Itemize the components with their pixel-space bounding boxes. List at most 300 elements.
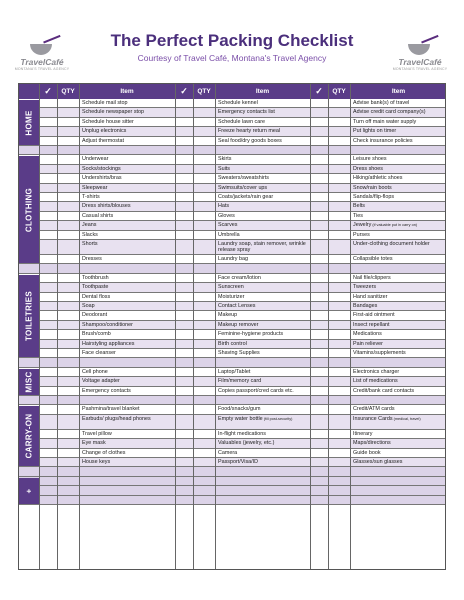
column-divider — [175, 84, 176, 569]
qty-cell[interactable] — [328, 449, 350, 458]
check-cell[interactable] — [175, 155, 193, 164]
check-cell[interactable] — [175, 165, 193, 174]
qty-cell[interactable] — [57, 387, 79, 396]
qty-cell[interactable] — [57, 467, 79, 476]
check-cell[interactable] — [310, 387, 328, 396]
qty-cell[interactable] — [193, 405, 215, 414]
check-cell[interactable] — [39, 496, 57, 505]
qty-cell[interactable] — [57, 146, 79, 155]
item-label: Film/memory card — [218, 378, 262, 385]
qty-cell[interactable] — [193, 458, 215, 467]
check-cell[interactable] — [39, 146, 57, 155]
qty-cell[interactable] — [57, 311, 79, 320]
check-cell[interactable] — [310, 415, 328, 430]
check-cell[interactable] — [39, 377, 57, 386]
item-label: Casual shirts — [82, 212, 114, 219]
item-label: Coats/jackets/rain gear — [218, 194, 274, 200]
item-label: Ties — [353, 212, 363, 219]
item-label: Empty water bottle (fill post-security) — [218, 415, 293, 422]
section-title: + — [24, 488, 34, 494]
qty-cell[interactable] — [57, 231, 79, 240]
qty-cell[interactable] — [57, 137, 79, 146]
check-cell[interactable] — [175, 477, 193, 486]
qty-cell[interactable] — [328, 302, 350, 311]
qty-cell[interactable] — [328, 165, 350, 174]
check-cell[interactable] — [175, 212, 193, 221]
qty-cell[interactable] — [57, 221, 79, 230]
qty-cell[interactable] — [193, 137, 215, 146]
qty-cell[interactable] — [328, 155, 350, 164]
qty-cell[interactable] — [328, 377, 350, 386]
check-cell[interactable] — [39, 137, 57, 146]
header-check: ✓ — [44, 86, 52, 96]
item-label: Makeup — [218, 312, 238, 319]
check-cell[interactable] — [39, 439, 57, 448]
check-cell[interactable] — [39, 184, 57, 193]
check-cell[interactable] — [175, 99, 193, 108]
qty-cell[interactable] — [57, 340, 79, 349]
check-cell[interactable] — [310, 477, 328, 486]
item-label: Nail file/clippers — [353, 274, 391, 281]
qty-cell[interactable] — [328, 486, 350, 495]
item-label: Gloves — [218, 212, 235, 219]
check-cell[interactable] — [39, 302, 57, 311]
check-cell[interactable] — [310, 330, 328, 339]
qty-cell[interactable] — [57, 477, 79, 486]
check-cell[interactable] — [39, 477, 57, 486]
qty-cell[interactable] — [57, 415, 79, 430]
item-label: Credit/ATM cards — [353, 406, 395, 413]
table-row — [19, 449, 445, 458]
item-label: Sweaters/sweatshirts — [218, 175, 269, 182]
qty-cell[interactable] — [193, 108, 215, 117]
qty-cell[interactable] — [328, 458, 350, 467]
qty-cell[interactable] — [193, 240, 215, 255]
qty-cell[interactable] — [57, 264, 79, 273]
qty-cell[interactable] — [328, 477, 350, 486]
check-cell[interactable] — [39, 387, 57, 396]
qty-cell[interactable] — [57, 496, 79, 505]
table-row — [19, 212, 445, 221]
qty-cell[interactable] — [193, 377, 215, 386]
qty-cell[interactable] — [193, 349, 215, 358]
check-cell[interactable] — [39, 212, 57, 221]
section-title: HOME — [24, 109, 34, 136]
check-cell[interactable] — [39, 283, 57, 292]
check-cell[interactable] — [175, 496, 193, 505]
check-cell[interactable] — [310, 349, 328, 358]
check-cell[interactable] — [175, 405, 193, 414]
check-cell[interactable] — [175, 439, 193, 448]
check-cell[interactable] — [310, 221, 328, 230]
qty-cell[interactable] — [328, 108, 350, 117]
qty-cell[interactable] — [193, 118, 215, 127]
check-cell[interactable] — [39, 340, 57, 349]
qty-cell[interactable] — [193, 193, 215, 202]
item-label: First-aid ointment — [353, 312, 395, 319]
check-cell[interactable] — [310, 174, 328, 183]
qty-cell[interactable] — [193, 221, 215, 230]
check-cell[interactable] — [175, 193, 193, 202]
qty-cell[interactable] — [193, 449, 215, 458]
check-cell[interactable] — [175, 293, 193, 302]
qty-cell[interactable] — [328, 330, 350, 339]
qty-cell[interactable] — [57, 274, 79, 283]
check-cell[interactable] — [39, 430, 57, 439]
qty-cell[interactable] — [328, 212, 350, 221]
check-cell[interactable] — [39, 165, 57, 174]
qty-cell[interactable] — [57, 449, 79, 458]
qty-cell[interactable] — [193, 165, 215, 174]
check-cell[interactable] — [175, 302, 193, 311]
qty-cell[interactable] — [57, 127, 79, 136]
check-cell[interactable] — [39, 458, 57, 467]
check-cell[interactable] — [39, 358, 57, 367]
check-cell[interactable] — [39, 396, 57, 405]
qty-cell[interactable] — [328, 467, 350, 476]
check-cell[interactable] — [310, 321, 328, 330]
qty-cell[interactable] — [328, 368, 350, 377]
qty-cell[interactable] — [328, 202, 350, 211]
item-label: Laptop/Tablet — [218, 368, 251, 375]
check-cell[interactable] — [39, 293, 57, 302]
qty-cell[interactable] — [57, 330, 79, 339]
qty-cell[interactable] — [328, 430, 350, 439]
qty-cell[interactable] — [57, 255, 79, 264]
qty-cell[interactable] — [193, 477, 215, 486]
item-label: Advise bank(s) of travel — [353, 100, 410, 106]
qty-cell[interactable] — [328, 221, 350, 230]
check-cell[interactable] — [39, 240, 57, 255]
qty-cell[interactable] — [328, 255, 350, 264]
item-label: Freeze hearty return meal — [218, 128, 281, 135]
check-cell[interactable] — [175, 449, 193, 458]
qty-cell[interactable] — [57, 165, 79, 174]
qty-cell[interactable] — [57, 240, 79, 255]
qty-cell[interactable] — [193, 496, 215, 505]
check-cell[interactable] — [39, 321, 57, 330]
qty-cell[interactable] — [328, 240, 350, 255]
check-cell[interactable] — [310, 165, 328, 174]
check-cell[interactable] — [310, 202, 328, 211]
qty-cell[interactable] — [57, 212, 79, 221]
check-cell[interactable] — [39, 349, 57, 358]
qty-cell[interactable] — [57, 202, 79, 211]
qty-cell[interactable] — [328, 293, 350, 302]
qty-cell[interactable] — [328, 274, 350, 283]
qty-cell[interactable] — [193, 146, 215, 155]
qty-cell[interactable] — [193, 212, 215, 221]
qty-cell[interactable] — [57, 293, 79, 302]
qty-cell[interactable] — [57, 430, 79, 439]
qty-cell[interactable] — [57, 174, 79, 183]
check-cell[interactable] — [310, 146, 328, 155]
check-cell[interactable] — [175, 387, 193, 396]
check-cell[interactable] — [310, 293, 328, 302]
table-row — [19, 430, 445, 439]
qty-cell[interactable] — [328, 415, 350, 430]
check-cell[interactable] — [310, 212, 328, 221]
qty-cell[interactable] — [193, 415, 215, 430]
column-divider — [215, 84, 216, 569]
qty-cell[interactable] — [193, 202, 215, 211]
qty-cell[interactable] — [328, 118, 350, 127]
check-cell[interactable] — [175, 486, 193, 495]
check-cell[interactable] — [175, 127, 193, 136]
item-label: House keys — [82, 459, 111, 465]
check-cell[interactable] — [310, 458, 328, 467]
qty-cell[interactable] — [57, 368, 79, 377]
check-cell[interactable] — [310, 240, 328, 255]
check-cell[interactable] — [39, 108, 57, 117]
header-item: Item — [391, 88, 406, 95]
check-cell[interactable] — [310, 377, 328, 386]
qty-cell[interactable] — [328, 340, 350, 349]
check-cell[interactable] — [39, 368, 57, 377]
qty-cell[interactable] — [193, 430, 215, 439]
check-cell[interactable] — [39, 467, 57, 476]
column-divider — [79, 84, 80, 569]
item-label: Collapsible totes — [353, 256, 393, 262]
qty-cell[interactable] — [328, 283, 350, 292]
qty-cell[interactable] — [328, 146, 350, 155]
check-cell[interactable] — [310, 486, 328, 495]
spacer-row — [19, 264, 445, 273]
qty-cell[interactable] — [193, 311, 215, 320]
check-cell[interactable] — [310, 137, 328, 146]
qty-cell[interactable] — [328, 193, 350, 202]
check-cell[interactable] — [39, 118, 57, 127]
qty-cell[interactable] — [193, 340, 215, 349]
item-label: Sleepwear — [82, 184, 108, 191]
check-cell[interactable] — [175, 146, 193, 155]
check-cell[interactable] — [175, 311, 193, 320]
check-cell[interactable] — [310, 496, 328, 505]
check-cell[interactable] — [310, 283, 328, 292]
qty-cell[interactable] — [328, 496, 350, 505]
qty-cell[interactable] — [328, 387, 350, 396]
check-cell[interactable] — [310, 193, 328, 202]
brand-tagline: MONTANA'S TRAVEL AGENCY — [392, 67, 448, 71]
check-cell[interactable] — [175, 358, 193, 367]
check-cell[interactable] — [175, 368, 193, 377]
qty-cell[interactable] — [328, 396, 350, 405]
check-cell[interactable] — [175, 458, 193, 467]
qty-cell[interactable] — [193, 439, 215, 448]
check-cell[interactable] — [175, 430, 193, 439]
qty-cell[interactable] — [193, 486, 215, 495]
check-cell[interactable] — [310, 108, 328, 117]
check-cell[interactable] — [39, 449, 57, 458]
qty-cell[interactable] — [193, 174, 215, 183]
qty-cell[interactable] — [193, 274, 215, 283]
check-cell[interactable] — [39, 486, 57, 495]
check-cell[interactable] — [175, 202, 193, 211]
check-cell[interactable] — [39, 415, 57, 430]
check-cell[interactable] — [175, 396, 193, 405]
qty-cell[interactable] — [193, 264, 215, 273]
qty-cell[interactable] — [57, 396, 79, 405]
check-cell[interactable] — [310, 155, 328, 164]
check-cell[interactable] — [310, 255, 328, 264]
qty-cell[interactable] — [57, 377, 79, 386]
qty-cell[interactable] — [328, 349, 350, 358]
qty-cell[interactable] — [328, 358, 350, 367]
qty-cell[interactable] — [57, 486, 79, 495]
check-cell[interactable] — [310, 99, 328, 108]
check-cell[interactable] — [175, 415, 193, 430]
check-cell[interactable] — [175, 137, 193, 146]
qty-cell[interactable] — [193, 255, 215, 264]
qty-cell[interactable] — [57, 349, 79, 358]
table-row — [19, 321, 445, 330]
check-cell[interactable] — [175, 330, 193, 339]
item-label: Copies passport/cred cards etc. — [218, 387, 294, 394]
check-cell[interactable] — [39, 231, 57, 240]
qty-cell[interactable] — [193, 330, 215, 339]
check-cell[interactable] — [310, 311, 328, 320]
check-cell[interactable] — [310, 449, 328, 458]
check-cell[interactable] — [310, 340, 328, 349]
table-row — [19, 165, 445, 174]
check-cell[interactable] — [310, 264, 328, 273]
check-cell[interactable] — [310, 467, 328, 476]
qty-cell[interactable] — [193, 358, 215, 367]
item-label: Under-clothing document holder — [353, 241, 430, 247]
brand-tagline: MONTANA'S TRAVEL AGENCY — [14, 67, 70, 71]
qty-cell[interactable] — [57, 458, 79, 467]
qty-cell[interactable] — [328, 127, 350, 136]
qty-cell[interactable] — [193, 184, 215, 193]
check-cell[interactable] — [175, 283, 193, 292]
check-cell[interactable] — [39, 99, 57, 108]
qty-cell[interactable] — [193, 99, 215, 108]
check-cell[interactable] — [175, 255, 193, 264]
header-qty: QTY — [332, 88, 346, 95]
check-cell[interactable] — [175, 221, 193, 230]
qty-cell[interactable] — [193, 302, 215, 311]
item-label: Laundry bag — [218, 256, 248, 262]
table-row — [19, 193, 445, 202]
qty-cell[interactable] — [57, 108, 79, 117]
qty-cell[interactable] — [328, 311, 350, 320]
qty-cell[interactable] — [57, 321, 79, 330]
check-cell[interactable] — [310, 405, 328, 414]
qty-cell[interactable] — [57, 155, 79, 164]
qty-cell[interactable] — [193, 396, 215, 405]
check-cell[interactable] — [310, 439, 328, 448]
check-cell[interactable] — [310, 184, 328, 193]
check-cell[interactable] — [39, 264, 57, 273]
spacer-row — [19, 467, 445, 476]
item-label: Voltage adapter — [82, 378, 120, 385]
check-cell[interactable] — [39, 311, 57, 320]
check-cell[interactable] — [175, 240, 193, 255]
check-cell[interactable] — [39, 174, 57, 183]
check-cell[interactable] — [175, 108, 193, 117]
check-cell[interactable] — [39, 202, 57, 211]
qty-cell[interactable] — [328, 184, 350, 193]
check-cell[interactable] — [310, 368, 328, 377]
qty-cell[interactable] — [193, 155, 215, 164]
qty-cell[interactable] — [57, 439, 79, 448]
check-cell[interactable] — [310, 231, 328, 240]
qty-cell[interactable] — [193, 368, 215, 377]
check-cell[interactable] — [175, 340, 193, 349]
check-cell[interactable] — [39, 221, 57, 230]
item-label: Sandals/flip-flops — [353, 194, 395, 200]
check-cell[interactable] — [310, 118, 328, 127]
check-cell[interactable] — [310, 302, 328, 311]
check-cell[interactable] — [310, 127, 328, 136]
qty-cell[interactable] — [193, 387, 215, 396]
qty-cell[interactable] — [193, 283, 215, 292]
item-label: Dresses — [82, 256, 102, 262]
qty-cell[interactable] — [57, 283, 79, 292]
qty-cell[interactable] — [328, 439, 350, 448]
qty-cell[interactable] — [57, 184, 79, 193]
qty-cell[interactable] — [193, 127, 215, 136]
check-cell[interactable] — [175, 467, 193, 476]
qty-cell[interactable] — [328, 137, 350, 146]
check-cell[interactable] — [175, 264, 193, 273]
qty-cell[interactable] — [57, 302, 79, 311]
check-cell[interactable] — [39, 155, 57, 164]
item-label: Hats — [218, 203, 230, 210]
check-cell[interactable] — [175, 118, 193, 127]
item-label: Scarves — [218, 222, 238, 229]
qty-cell[interactable] — [57, 405, 79, 414]
check-cell[interactable] — [175, 184, 193, 193]
qty-cell[interactable] — [57, 193, 79, 202]
check-cell[interactable] — [175, 377, 193, 386]
qty-cell[interactable] — [328, 405, 350, 414]
check-cell[interactable] — [310, 430, 328, 439]
check-cell[interactable] — [39, 127, 57, 136]
check-cell[interactable] — [39, 193, 57, 202]
qty-cell[interactable] — [328, 264, 350, 273]
item-label: Brush/comb — [82, 331, 111, 338]
checklist-table — [18, 83, 446, 570]
table-row — [19, 221, 445, 230]
check-cell[interactable] — [39, 255, 57, 264]
qty-cell[interactable] — [328, 99, 350, 108]
qty-cell[interactable] — [328, 174, 350, 183]
item-label: Belts — [353, 203, 365, 210]
check-cell[interactable] — [310, 396, 328, 405]
qty-cell[interactable] — [193, 467, 215, 476]
check-cell[interactable] — [39, 274, 57, 283]
qty-cell[interactable] — [328, 231, 350, 240]
qty-cell[interactable] — [193, 293, 215, 302]
qty-cell[interactable] — [328, 321, 350, 330]
qty-cell[interactable] — [57, 99, 79, 108]
qty-cell[interactable] — [57, 358, 79, 367]
check-cell[interactable] — [175, 321, 193, 330]
check-cell[interactable] — [175, 274, 193, 283]
check-cell[interactable] — [175, 231, 193, 240]
qty-cell[interactable] — [193, 231, 215, 240]
item-label: Swimsuits/cover ups — [218, 184, 268, 191]
check-cell[interactable] — [310, 358, 328, 367]
check-cell[interactable] — [39, 330, 57, 339]
check-cell[interactable] — [39, 405, 57, 414]
qty-cell[interactable] — [57, 118, 79, 127]
check-cell[interactable] — [310, 274, 328, 283]
qty-cell[interactable] — [193, 321, 215, 330]
check-cell[interactable] — [175, 349, 193, 358]
check-cell[interactable] — [175, 174, 193, 183]
